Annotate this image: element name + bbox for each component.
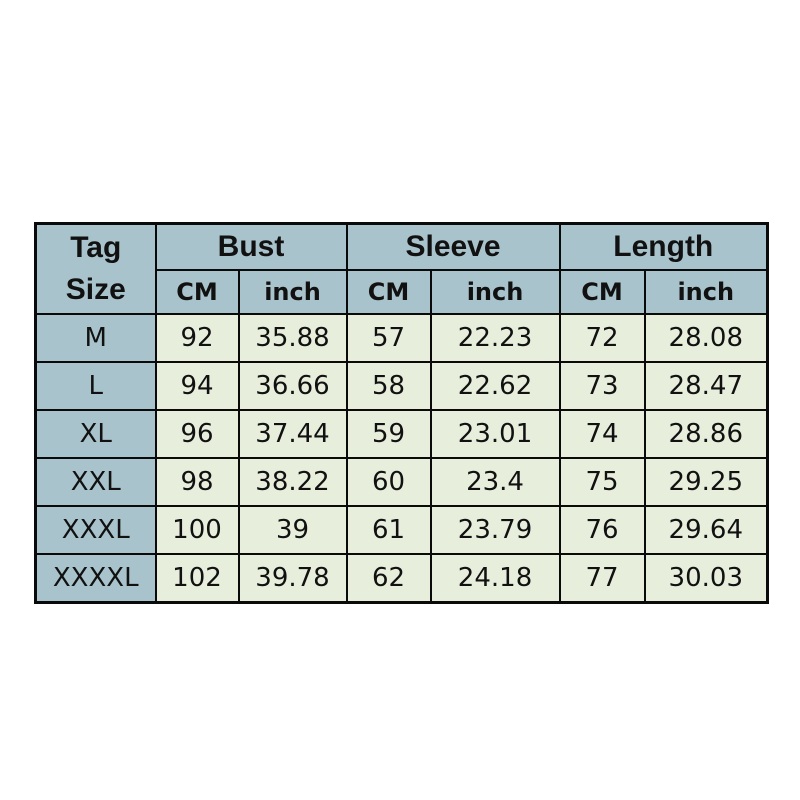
group-header-length: Length [560, 224, 768, 271]
header-row-groups [36, 224, 768, 271]
sleeve-cm-value: 61 [347, 506, 431, 554]
length-inch-value: 29.25 [645, 458, 768, 506]
unit-header-sleeve-cm: CM [347, 270, 431, 314]
sleeve-cm-value: 57 [347, 314, 431, 362]
size-chart-table [34, 222, 769, 604]
sleeve-inch-value: 24.18 [431, 554, 560, 603]
length-cm-value: 76 [560, 506, 645, 554]
unit-header-length-inch: inch [645, 270, 768, 314]
table-row-l [36, 362, 768, 410]
length-inch-value: 30.03 [645, 554, 768, 603]
sleeve-cm-value: 62 [347, 554, 431, 603]
size-label: L [36, 362, 156, 410]
size-label: M [36, 314, 156, 362]
bust-cm-value: 98 [156, 458, 239, 506]
bust-cm-value: 96 [156, 410, 239, 458]
group-header-sleeve: Sleeve [347, 224, 560, 271]
length-cm-value: 77 [560, 554, 645, 603]
table-row-m [36, 314, 768, 362]
length-inch-value: 28.86 [645, 410, 768, 458]
size-chart [34, 222, 766, 604]
bust-cm-value: 92 [156, 314, 239, 362]
bust-inch-value: 39 [239, 506, 347, 554]
bust-inch-value: 36.66 [239, 362, 347, 410]
unit-header-length-cm: CM [560, 270, 645, 314]
corner-header-line1: Tag [70, 231, 122, 264]
unit-header-bust-inch: inch [239, 270, 347, 314]
table-row-xxl [36, 458, 768, 506]
size-label: XXXXL [36, 554, 156, 603]
sleeve-cm-value: 58 [347, 362, 431, 410]
length-inch-value: 28.47 [645, 362, 768, 410]
bust-inch-value: 38.22 [239, 458, 347, 506]
sleeve-inch-value: 23.01 [431, 410, 560, 458]
unit-header-sleeve-inch: inch [431, 270, 560, 314]
bust-cm-value: 102 [156, 554, 239, 603]
length-cm-value: 72 [560, 314, 645, 362]
sleeve-inch-value: 23.79 [431, 506, 560, 554]
length-cm-value: 74 [560, 410, 645, 458]
bust-inch-value: 39.78 [239, 554, 347, 603]
size-label: XXXL [36, 506, 156, 554]
bust-inch-value: 37.44 [239, 410, 347, 458]
length-inch-value: 29.64 [645, 506, 768, 554]
size-label: XXL [36, 458, 156, 506]
sleeve-inch-value: 22.23 [431, 314, 560, 362]
length-inch-value: 28.08 [645, 314, 768, 362]
bust-cm-value: 100 [156, 506, 239, 554]
unit-header-bust-cm: CM [156, 270, 239, 314]
sleeve-cm-value: 60 [347, 458, 431, 506]
sleeve-inch-value: 23.4 [431, 458, 560, 506]
bust-inch-value: 35.88 [239, 314, 347, 362]
sleeve-cm-value: 59 [347, 410, 431, 458]
table-row-xl [36, 410, 768, 458]
size-label: XL [36, 410, 156, 458]
group-header-bust: Bust [156, 224, 347, 271]
corner-header-tag-size [36, 224, 156, 315]
sleeve-inch-value: 22.62 [431, 362, 560, 410]
table-row-xxxxl [36, 554, 768, 603]
bust-cm-value: 94 [156, 362, 239, 410]
corner-header-line2: Size [65, 273, 126, 306]
length-cm-value: 75 [560, 458, 645, 506]
table-row-xxxl [36, 506, 768, 554]
length-cm-value: 73 [560, 362, 645, 410]
